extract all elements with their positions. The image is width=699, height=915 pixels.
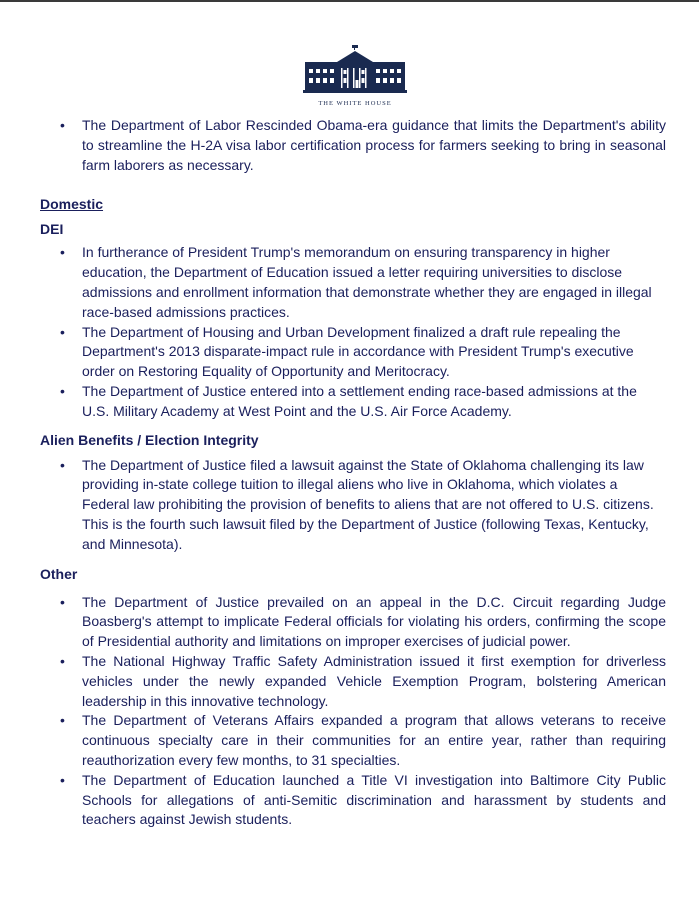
list-item: • The National Highway Traffic Safety Administration issued it first exemption for driverless vehicles under the newly expanded Vehicle Exemption Program, bolstering American leadership in this innovative technology. <box>60 652 666 709</box>
bullet-icon: • <box>60 771 65 788</box>
subsection-heading-dei: DEI <box>40 221 64 238</box>
intro-list <box>40 116 666 175</box>
bullet-icon: • <box>60 117 65 133</box>
dei-list <box>40 243 666 421</box>
subsection-heading-alien-benefits: Alien Benefits / Election Integrity <box>40 431 259 448</box>
bullet-icon: • <box>60 456 65 473</box>
top-border <box>0 0 699 2</box>
list-item: • The Department of Housing and Urban Development finalized a draft rule repealing the Department's 2013 disparate-impact rule in accordance with President Trump's executive order on Restoring Equality of Opportunity and Meritocracy. <box>60 323 634 380</box>
list-item: • The Department of Education launched a Title VI investigation into Baltimore City Public Schools for allegations of anti-Semitic discrimination and harassment by students and teachers against Jewish students. <box>60 771 666 828</box>
bullet-icon: • <box>60 652 65 669</box>
logo-caption: THE WHITE HOUSE <box>318 100 392 107</box>
bullet-icon: • <box>60 593 65 610</box>
list-item: • The Department of Justice filed a lawsuit against the State of Oklahoma challenging its law providing in-state college tuition to illegal aliens who live in Oklahoma, which violates a Federal law prohibiting the provision of benefits to aliens that are not offered to U.S. citizens. This is the fourth such lawsuit filed by the Department of Justice (following Texas, Kentucky, and Minnesota). <box>60 456 654 552</box>
section-title-domestic: Domestic <box>40 196 104 213</box>
list-item: • In furtherance of President Trump's memorandum on ensuring transparency in higher education, the Department of Education issued a letter requiring universities to disclose admissions and enrollment information that demonstrate whether they are engaged in illegal race-based admissions practices. <box>60 244 652 320</box>
list-item: • The Department of Labor Rescinded Obama-era guidance that limits the Department's ability to streamline the H-2A visa labor certification process for farmers seeking to bring in seasonal farm laborers as necessary. <box>60 117 666 173</box>
bullet-icon: • <box>60 244 65 261</box>
list-item: • The Department of Justice entered into a settlement ending race-based admissions at the U.S. Military Academy at West Point and the U.S. Air Force Academy. <box>60 382 637 419</box>
white-house-logo <box>303 44 407 110</box>
bullet-icon: • <box>60 712 65 729</box>
document-body <box>40 116 666 830</box>
alien-benefits-list <box>40 456 666 555</box>
other-list <box>40 593 666 831</box>
subsection-heading-other: Other <box>40 565 78 582</box>
list-item: • The Department of Veterans Affairs expanded a program that allows veterans to receive continuous specialty care in their communities for an entire year, rather than requiring reauthorization every few months, to 31 specialties. <box>60 712 666 768</box>
list-item: • The Department of Justice prevailed on an appeal in the D.C. Circuit regarding Judge Boasberg's attempt to implicate Federal officials for violating his orders, confirming the scope of Presidential authority and limitations on improper exercises of judicial power. <box>60 593 666 650</box>
bullet-icon: • <box>60 382 65 399</box>
white-house-icon <box>303 44 407 96</box>
bullet-icon: • <box>60 323 65 340</box>
